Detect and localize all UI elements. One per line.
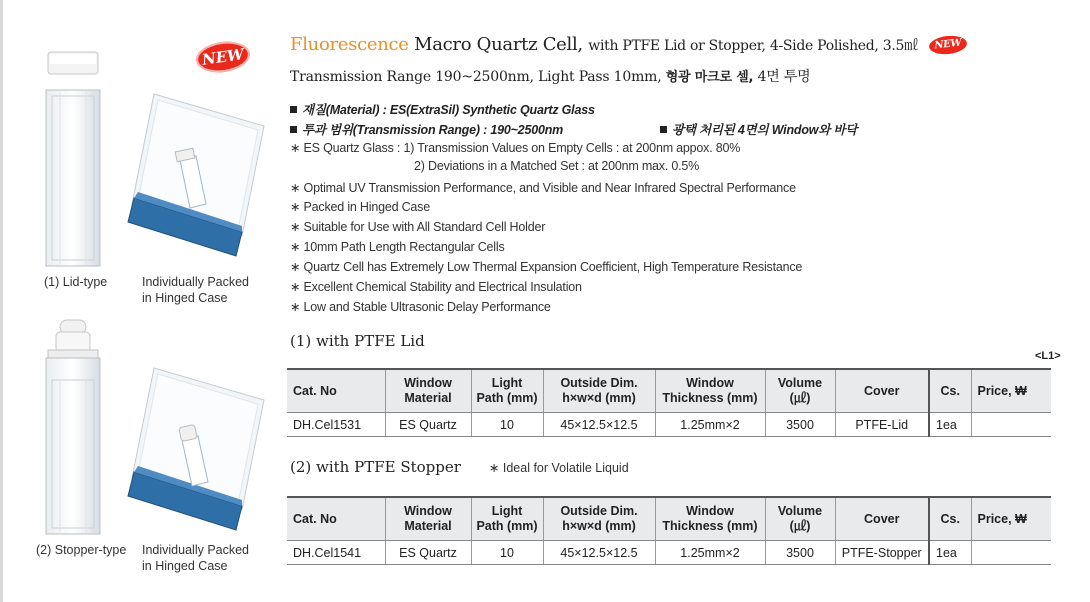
table-row [287, 413, 1051, 437]
col-volume: Volume (㎕) [765, 497, 835, 541]
stopper-pack-caption-2: in Hinged Case [142, 559, 228, 573]
cell-volume: 3500 [765, 541, 835, 565]
cell-outside-dim: 45×12.5×12.5 [543, 541, 655, 565]
cell-light-path: 10 [471, 413, 543, 437]
cell-cs: 1ea [929, 413, 971, 437]
col-price: Price, ₩ [971, 369, 1051, 413]
cell-cat-no: DH.Cel1531 [287, 413, 385, 437]
spec-polished: 광택 처리된 4면의 Window와 바닥 [660, 120, 857, 138]
square-bullet-icon [290, 106, 297, 113]
page-left-border [0, 0, 3, 602]
subtitle-en: Transmission Range 190~2500nm, Light Pass 10mm, [290, 69, 662, 85]
col-outside-dim: Outside Dim. h×w×d (mm) [543, 369, 655, 413]
cell-cs: 1ea [929, 541, 971, 565]
square-bullet-icon [290, 126, 297, 133]
col-window-thickness: Window Thickness (mm) [655, 497, 765, 541]
spec-bullet: ∗ Low and Stable Ultrasonic Delay Performance [290, 300, 551, 314]
cell-window-material: ES Quartz [385, 541, 471, 565]
spec-range: 투과 범위(Transmission Range) : 190~2500nm [290, 120, 563, 138]
col-cs: Cs. [929, 497, 971, 541]
col-cs: Cs. [929, 369, 971, 413]
section-title-lid: (1) with PTFE Lid [290, 332, 425, 350]
col-volume: Volume (㎕) [765, 369, 835, 413]
cell-price [971, 413, 1051, 437]
cell-volume: 3500 [765, 413, 835, 437]
table-ref-label: <L1> [1035, 350, 1061, 362]
cell-outside-dim: 45×12.5×12.5 [543, 413, 655, 437]
cell-cat-no: DH.Cel1541 [287, 541, 385, 565]
title-accent: Fluorescence [290, 34, 409, 55]
stopper-pack-caption-1: Individually Packed [142, 543, 250, 557]
lid-type-cuvette-image [38, 48, 108, 274]
cell-cover: PTFE-Stopper [835, 541, 929, 565]
product-subtitle [290, 66, 811, 86]
spec-material: 재질(Material) : ES(ExtraSil) Synthetic Quartz Glass [290, 100, 595, 118]
col-cat-no: Cat. No [287, 369, 385, 413]
spec-bullet: ∗ ES Quartz Glass : 1) Transmission Values on Empty Cells : at 200nm appox. 80% [290, 141, 741, 155]
subtitle-kr: 형광 마크로 셀, [665, 70, 754, 85]
lid-pack-caption-2: in Hinged Case [142, 291, 228, 305]
stopper-type-hinged-case-image [124, 360, 272, 536]
spec-bullet: 2) Deviations in a Matched Set : at 200nm max. 0.5% [414, 159, 700, 173]
table-lid [287, 368, 1051, 437]
section-note: ∗ Ideal for Volatile Liquid [488, 461, 629, 475]
table-stopper [287, 496, 1051, 565]
stopper-type-caption: (2) Stopper-type [36, 543, 127, 557]
new-badge: NEW [194, 38, 252, 75]
lid-type-caption: (1) Lid-type [44, 275, 108, 289]
spec-bullet: ∗ 10mm Path Length Rectangular Cells [290, 240, 505, 254]
col-light-path: Light Path (mm) [471, 497, 543, 541]
col-price: Price, ₩ [971, 497, 1051, 541]
col-window-material: Window Material [385, 369, 471, 413]
product-title [290, 34, 967, 55]
lid-type-hinged-case-image [124, 86, 272, 262]
table-header-row [287, 369, 1051, 413]
col-window-thickness: Window Thickness (mm) [655, 369, 765, 413]
spec-bullet: ∗ Quartz Cell has Extremely Low Thermal Expansion Coefficient, High Temperature Resistance [290, 260, 803, 274]
spec-bullet: ∗ Suitable for Use with All Standard Cell Holder [290, 220, 546, 234]
cell-window-material: ES Quartz [385, 413, 471, 437]
spec-bullet: ∗ Optimal UV Transmission Performance, and Visible and Near Infrared Spectral Performance [290, 181, 796, 195]
title-rest: with PTFE Lid or Stopper, 4-Side Polished, 3.5㎖ [588, 38, 918, 54]
table-header-row [287, 497, 1051, 541]
lid-pack-caption-1: Individually Packed [142, 275, 250, 289]
title-new-badge: NEW [928, 34, 968, 56]
col-cat-no: Cat. No [287, 497, 385, 541]
title-main: Macro Quartz Cell, [414, 34, 583, 55]
spec-bullet: ∗ Excellent Chemical Stability and Electrical Insulation [290, 280, 582, 294]
section-title-stopper: (2) with PTFE Stopper ∗ Ideal for Volatile Liquid [290, 458, 629, 476]
col-cover: Cover [835, 369, 929, 413]
col-outside-dim: Outside Dim. h×w×d (mm) [543, 497, 655, 541]
cell-price [971, 541, 1051, 565]
col-light-path: Light Path (mm) [471, 369, 543, 413]
table-row [287, 541, 1051, 565]
stopper-type-cuvette-image [38, 318, 108, 542]
cell-cover: PTFE-Lid [835, 413, 929, 437]
cell-window-thickness: 1.25mm×2 [655, 413, 765, 437]
square-bullet-icon [660, 126, 667, 133]
col-cover: Cover [835, 497, 929, 541]
cell-window-thickness: 1.25mm×2 [655, 541, 765, 565]
subtitle-kr2: 4면 투명 [757, 69, 811, 85]
cell-light-path: 10 [471, 541, 543, 565]
spec-bullet: ∗ Packed in Hinged Case [290, 200, 430, 214]
col-window-material: Window Material [385, 497, 471, 541]
